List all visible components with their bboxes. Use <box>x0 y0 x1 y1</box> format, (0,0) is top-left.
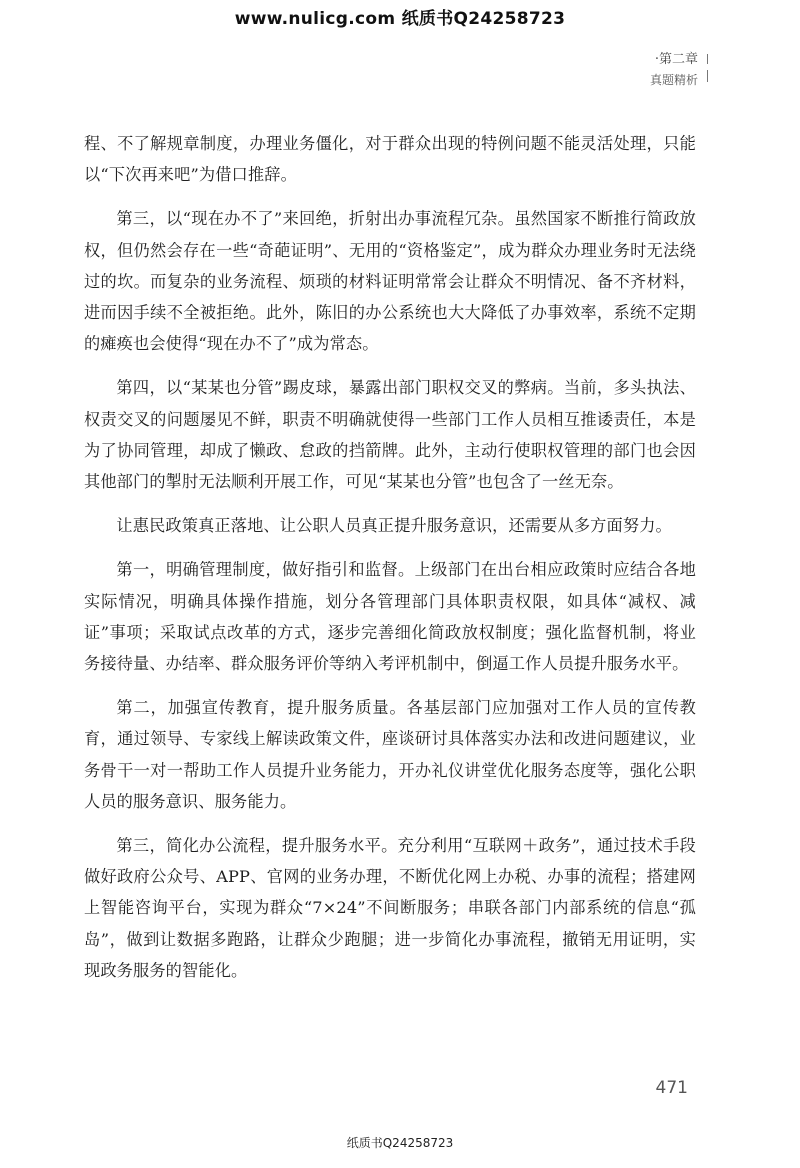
top-watermark: www.nulicg.com 纸质书Q24258723 <box>234 9 566 29</box>
page-number: 471 <box>655 1078 688 1098</box>
paragraph: 第三，以“现在办不了”来回绝，折射出办事流程冗杂。虽然国家不断推行简政放权，但仍然会存在一些“奇葩证明”、无用的“资格鉴定”，成为群众办理业务时无法绕过的坎。而复杂的业务流程、烦琐的材料证明常常会让群众不明情况、备不齐材料，进而因手续不全被拒绝。此外，陈旧的办公系统也大大降低了办事效率，系统不定期的瘫痪也会使得“现在办不了”成为常态。 <box>84 209 696 354</box>
paragraph: 第二，加强宣传教育，提升服务质量。各基层部门应加强对工作人员的宣传教育，通过领导、专家线上解读政策文件，座谈研讨具体落实办法和改进问题建议，业务骨干一对一帮助工作人员提升业务能力，开办礼仪讲堂优化服务态度等，强化公职人员的服务意识、服务能力。 <box>84 698 696 811</box>
section-heading: 真题精析 <box>649 73 698 87</box>
header-rule <box>707 54 708 64</box>
paragraph: 第四，以“某某也分管”踢皮球，暴露出部门职权交叉的弊病。当前，多头执法、权责交叉的问题屡见不鲜，职责不明确就使得一些部门工作人员相互推诿责任，本是为了协同管理，却成了懒政、怠政的挡箭牌。此外，主动行使职权管理的部门也会因其他部门的掣肘无法顺利开展工作，可见“某某也分管”也包含了一丝无奈。 <box>84 378 696 492</box>
paragraph: 第三，简化办公流程，提升服务水平。充分利用“互联网＋政务”，通过技术手段做好政府公众号、APP、官网的业务办理，不断优化网上办税、办事的流程；搭建网上智能咨询平台，实现为群众“7×24”不间断服务；串联各部门内部系统的信息“孤岛”，做到让数据多跑路，让群众少跑腿；进一步简化办事流程，撤销无用证明，实现政务服务的智能化。 <box>84 836 696 980</box>
paragraph-continued: 程、不了解规章制度，办理业务僵化，对于群众出现的特例问题不能灵活处理，只能以“下次再来吧”为借口推辞。 <box>84 134 696 185</box>
paragraph: 让惠民政策真正落地、让公职人员真正提升服务意识，还需要从多方面努力。 <box>116 516 672 536</box>
chapter-heading: ·第二章 <box>654 52 698 67</box>
body-text <box>84 128 696 999</box>
header-rule <box>707 70 708 82</box>
bottom-watermark: 纸质书Q24258723 <box>346 1136 454 1150</box>
paragraph: 第一，明确管理制度，做好指引和监督。上级部门在出台相应政策时应结合各地实际情况，明确具体操作措施，划分各管理部门具体职责权限，如具体“减权、减证”事项；采取试点改革的方式，逐步完善细化简政放权制度；强化监督机制，将业务接待量、办结率、群众服务评价等纳入考评机制中，倒逼工作人员提升服务水平。 <box>84 560 696 674</box>
